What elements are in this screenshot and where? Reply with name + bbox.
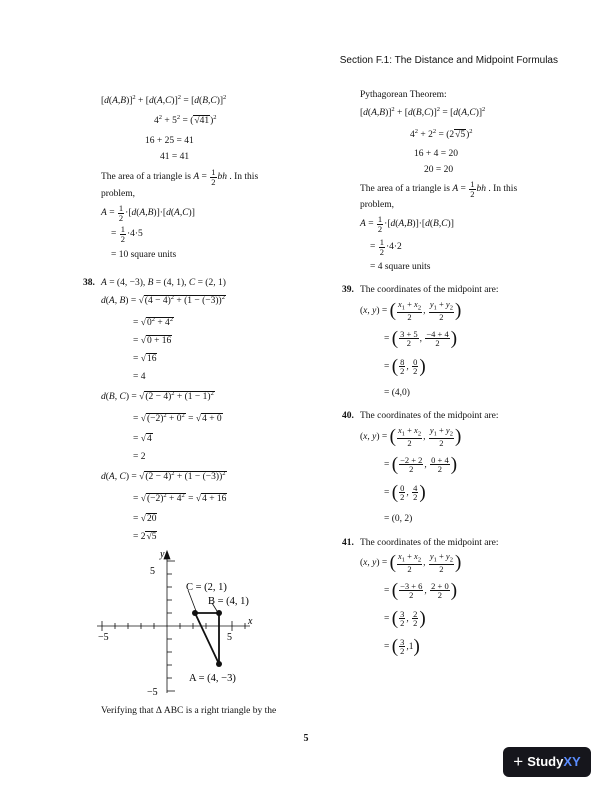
triangle-graph (92, 543, 272, 698)
area-work: A = $\frac{1}{2}$ ·[d(A,B)]·[d(B,C)] (360, 214, 454, 234)
work-line: = √16 (133, 354, 157, 364)
page-number: 5 (303, 733, 309, 744)
work-line: = ( $\frac{8}{2}$ , $\frac{0}{2}$ ) (384, 356, 426, 377)
x-axis-label: x (248, 616, 253, 627)
point-a-label: A = (4, −3) (189, 673, 236, 684)
work-line: = ( $\frac{3}{2}$ ,1) (384, 636, 420, 657)
area-text: The area of a triangle is A = $\frac{1}{2}$ bh . In this (360, 179, 518, 199)
work-line: 16 + 4 = 20 (414, 149, 458, 159)
work-line: 16 + 25 = 41 (145, 136, 194, 146)
problem-intro: The coordinates of the midpoint are: (360, 538, 499, 548)
point-a (216, 661, 222, 667)
distance-ac: d(A, $C) = √(2 - 4)^2 + (1 - (-3))^2$ (101, 470, 226, 483)
work-line: = ( $\frac{-2 + 2}{2}$ , $\frac{0 + 4}{2}$ ) (384, 454, 458, 475)
problem-intro: The coordinates of the midpoint are: (360, 285, 499, 295)
problem-number: 38. (83, 278, 95, 288)
work-line: = ( $\frac{-3 + 6}{2}$ , $\frac{2 + 0}{2}$ ) (384, 580, 458, 601)
pythagorean-equation: $[d(A,B)]^2 + [d(A,C)]^2 = [d(B,C)]^2$ (101, 94, 227, 107)
section-header: Section F.1: The Distance and Midpoint Formulas (339, 55, 558, 66)
y-tick-label-5: 5 (150, 566, 155, 577)
work-line: = $√(-2)^2 + 4^2 = √4 + 16$ (133, 492, 227, 505)
problem-points: A = (4, −3), B = (4, 1), C = (2, 1) (101, 278, 226, 288)
work-line: 41 = 41 (160, 152, 190, 162)
problem-number: 41. (342, 538, 354, 548)
y-axis-label: y (160, 549, 165, 560)
work-line: = 2√5 (133, 532, 157, 542)
work-line: = √20 (133, 514, 157, 524)
area-work: = 10 square units (111, 250, 177, 260)
triangle-abc (195, 613, 219, 664)
logo-text: StudyXY (527, 753, 581, 769)
midpoint-formula: (x, y) = ( $\frac{x_1 + x_2}{2}$ , $\frac{y_1 + y_2}{2}$ ) (360, 551, 462, 575)
problem-intro: The coordinates of the midpoint are: (360, 411, 499, 421)
area-work: = $\frac{1}{2}$ ·4·2 (370, 237, 402, 257)
work-line: = 2 (133, 452, 146, 462)
point-c-label: C = (2, 1) (186, 582, 227, 593)
point-b-label: B = (4, 1) (208, 596, 249, 607)
area-work: = 4 square units (370, 262, 431, 272)
work-line: 20 = 20 (424, 165, 454, 175)
point-c (192, 610, 198, 616)
y-tick-label-neg5: −5 (147, 687, 158, 698)
work-line: = √0 + 16 (133, 336, 172, 346)
area-text: The area of a triangle is A = $\frac{1}{2}$ bh . In this (101, 167, 259, 187)
plus-icon: + (513, 752, 524, 772)
work-line: = $√0^2 + 4^2$ (133, 316, 174, 329)
area-text: problem, (101, 189, 136, 199)
area-text: problem, (360, 200, 395, 210)
pythagorean-label: Pythagorean Theorem: (360, 90, 447, 100)
pythagorean-equation: $[d(A,B)]^2 + [d(B,C)]^2 = [d(A,C)]^2$ (360, 106, 486, 119)
work-line: = ( $\frac{0}{2}$ , $\frac{4}{2}$ ) (384, 482, 426, 503)
area-work: A = $\frac{1}{2}$ ·[d(A,B)]·[d(A,C)] (101, 203, 195, 223)
work-line: $4^2 + 5^2 = (√41)^2$ (154, 114, 217, 127)
work-line: $4^2 + 2^2 = (2√5)^2$ (410, 128, 473, 141)
y-axis-arrow (164, 551, 170, 559)
x-tick-label-5: 5 (227, 632, 232, 643)
midpoint-formula: (x, y) = ( $\frac{x_1 + x_2}{2}$ , $\frac{y_1 + y_2}{2}$ ) (360, 425, 462, 449)
work-line: = 4 (133, 372, 146, 382)
problem-number: 39. (342, 285, 354, 295)
midpoint-formula: (x, y) = ( $\frac{x_1 + x_2}{2}$ , $\frac{y_1 + y_2}{2}$ ) (360, 299, 462, 323)
work-line: = $√(-2)^2 + 0^2 = √4 + 0$ (133, 412, 222, 425)
point-b (216, 610, 222, 616)
verify-text: Verifying that Δ ABC is a right triangle by the (101, 706, 277, 716)
label-leader-c (188, 590, 196, 611)
distance-ab: d(A, $B) = √(4 - 4)^2 + (1 - (-3))^2$ (101, 294, 225, 307)
work-line: = √4 (133, 434, 152, 444)
work-line: = ( $\frac{3 + 5}{2}$ , $\frac{-4 + 4}{2}$ ) (384, 328, 458, 349)
work-line: = ( $\frac{3}{2}$ , $\frac{2}{2}$ ) (384, 608, 426, 629)
problem-number: 40. (342, 411, 354, 421)
work-line: = (0, 2) (384, 514, 413, 524)
area-work: = $\frac{1}{2}$ ·4·5 (111, 224, 143, 244)
x-tick-label-neg5: −5 (98, 632, 109, 643)
studyxy-logo (503, 747, 591, 777)
work-line: = (4,0) (384, 388, 410, 398)
distance-bc: d(B, $C) = √(2 - 4)^2 + (1 - 1)^2$ (101, 390, 214, 403)
